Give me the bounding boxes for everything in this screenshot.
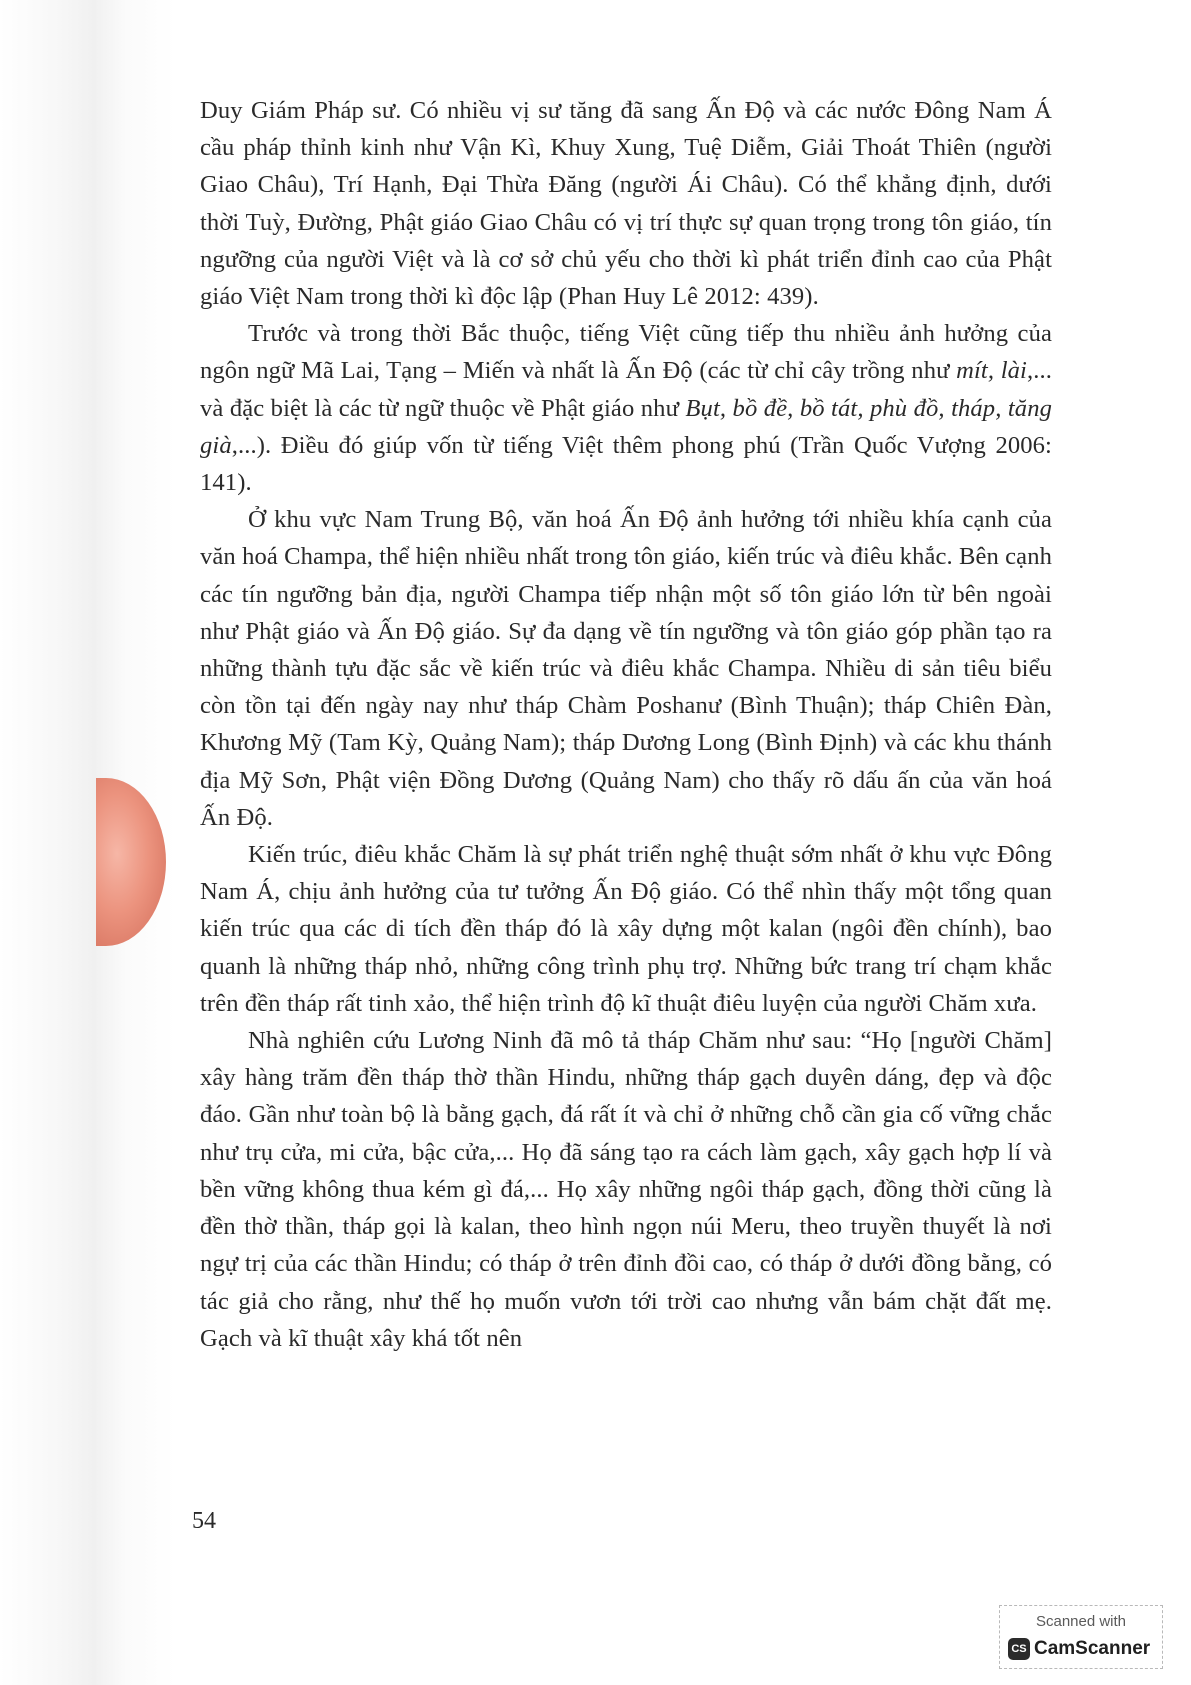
camscanner-icon: CS	[1008, 1638, 1030, 1660]
text-run: Trước và trong thời Bắc thuộc, tiếng Việt cũng tiếp thu nhiều ảnh hưởng của ngôn ngữ Mã Lai, Tạng – Miến và nhất là Ấn Độ (các từ chỉ cây trồng như	[200, 320, 1052, 385]
scanned-with-caption: Scanned with	[1035, 1613, 1127, 1630]
scan-left-margin	[0, 0, 100, 1685]
body-text	[200, 92, 1052, 1357]
text-run: Kiến trúc, điêu khắc Chăm là sự phát triển nghệ thuật sớm nhất ở khu vực Đông Nam Á, chịu ảnh hưởng của tư tưởng Ấn Độ giáo. Có thể nhìn thấy một tổng quan kiến trúc qua các di tích đền tháp đó là xây dựng một kalan (ngôi đền chính), bao quanh là những tháp nhỏ, những công trình phụ trợ. Những bức trang trí chạm khắc trên đền tháp rất tinh xảo, thể hiện trình độ kĩ thuật điêu luyện của người Chăm xưa.	[200, 841, 1052, 1017]
text-run: Nhà nghiên cứu Lương Ninh đã mô tả tháp Chăm như sau: “Họ [người Chăm] xây hàng trăm đền tháp thờ thần Hindu, những tháp gạch duyên dáng, đẹp và độc đáo. Gần như toàn bộ là bằng gạch, đá rất ít và chỉ ở những chỗ cần gia cố vững chắc như trụ cửa, mi cửa, bậc cửa,... Họ đã sáng tạo ra cách làm gạch, xây gạch hợp lí và bền vững không thua kém gì đá,... Họ xây những ngôi tháp gạch, đồng thời cũng là đền thờ thần, tháp gọi là kalan, theo hình ngọn núi Meru, theo truyền thuyết là nơi ngự trị của các thần Hindu; có tháp ở trên đỉnh đồi cao, có tháp ở dưới đồng bằng, có tác giả cho rằng, như thế họ muốn vươn tới trời cao nhưng vẫn bám chặt đất mẹ. Gạch và kĩ thuật xây khá tốt nên	[200, 1027, 1052, 1352]
camscanner-brand: CamScanner	[1034, 1638, 1151, 1659]
text-run: ,...). Điều đó giúp vốn từ tiếng Việt thêm phong phú (Trần Quốc Vượng 2006: 141).	[200, 431, 1052, 497]
italic-text: Bụt, bồ đề, bồ tát, phù đồ, tháp, tăng già	[200, 394, 1052, 459]
camscanner-logo	[1008, 1637, 1150, 1661]
italic-text: mít, lài	[956, 357, 1027, 385]
paragraph-5	[200, 1022, 1052, 1357]
text-run: ,... và đặc biệt là các từ ngữ thuộc về Phật giáo như	[200, 357, 1052, 422]
camscanner-watermark	[999, 1605, 1163, 1669]
text-run: Duy Giám Pháp sư. Có nhiều vị sư tăng đã sang Ấn Độ và các nước Đông Nam Á cầu pháp thỉnh kinh như Vận Kì, Khuy Xung, Tuệ Diễm, Giải Thoát Thiên (người Giao Châu), Trí Hạnh, Đại Thừa Đăng (người Ái Châu). Có thể khẳng định, dưới thời Tuỳ, Đường, Phật giáo Giao Châu có vị trí thực sự quan trọng trong tôn giáo, tín ngưỡng của người Việt và là cơ sở chủ yếu cho thời kì phát triển đỉnh cao của Phật giáo Việt Nam trong thời kì độc lập (Phan Huy Lê 2012: 439).	[200, 97, 1052, 311]
paragraph-4	[200, 836, 1052, 1022]
text-run: Ở khu vực Nam Trung Bộ, văn hoá Ấn Độ ảnh hưởng tới nhiều khía cạnh của văn hoá Champa, thể hiện nhiều nhất trong tôn giáo, kiến trúc và điêu khắc. Bên cạnh các tín ngưỡng bản địa, người Champa tiếp nhận một số tôn giáo lớn từ bên ngoài như Phật giáo và Ấn Độ giáo. Sự đa dạng về tín ngưỡng và tôn giáo góp phần tạo ra những thành tựu đặc sắc về kiến trúc và điêu khắc Champa. Nhiều di sản tiêu biểu còn tồn tại đến ngày nay như tháp Chàm Poshanư (Bình Thuận); tháp Chiên Đàn, Khương Mỹ (Tam Kỳ, Quảng Nam); tháp Dương Long (Bình Định) và các khu thánh địa Mỹ Sơn, Phật viện Đồng Dương (Quảng Nam) cho thấy rõ dấu ấn của văn hoá Ấn Độ.	[200, 506, 1052, 831]
paragraph-3	[200, 501, 1052, 836]
paragraph-1	[200, 92, 1052, 315]
page-number: 54	[192, 1508, 216, 1534]
paragraph-2	[200, 315, 1052, 501]
